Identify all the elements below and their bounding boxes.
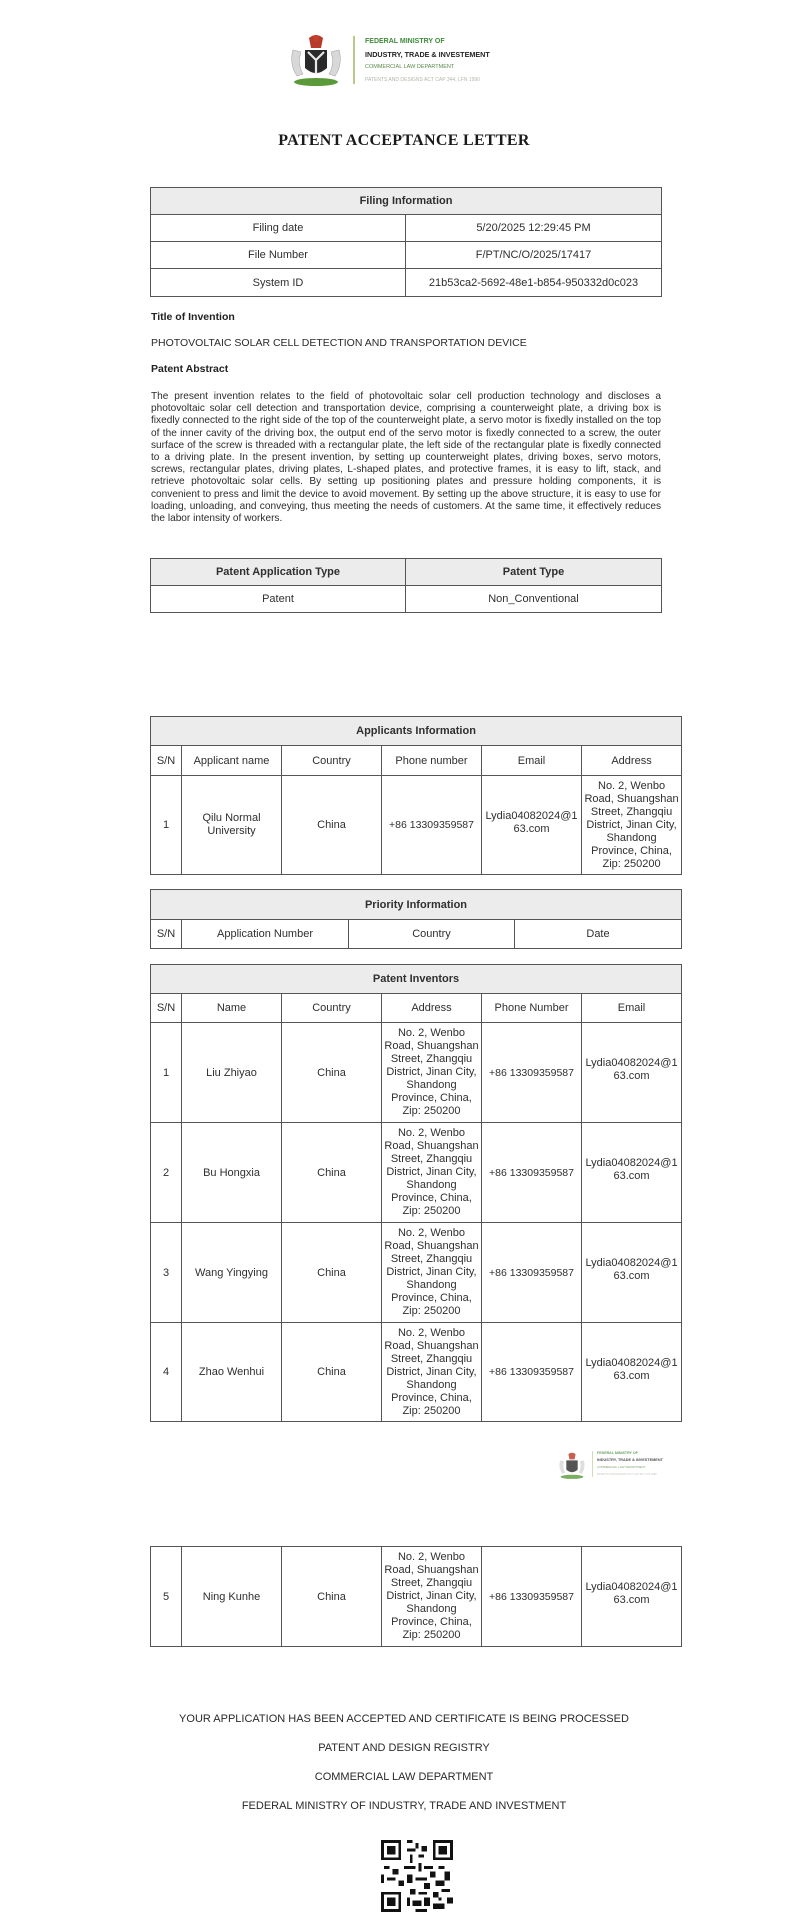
filing-value: F/PT/NC/O/2025/17417 (406, 242, 662, 269)
col-header-address: Address (382, 994, 482, 1023)
col-header-sn: S/N (151, 994, 182, 1023)
filing-label: File Number (151, 242, 406, 269)
priority-caption: Priority Information (151, 890, 682, 920)
col-header-application-number: Application Number (182, 920, 349, 949)
inventor-name: Ning Kunhe (182, 1547, 282, 1647)
inventor-phone: +86 13309359587 (482, 1323, 582, 1422)
inventor-address: No. 2, Wenbo Road, Shuangshan Street, Zhangqiu District, Jinan City, Shandong Province, China, Zip: 250200 (382, 1323, 482, 1422)
filing-row (151, 242, 662, 269)
inventor-phone: +86 13309359587 (482, 1123, 582, 1223)
inventor-sn: 4 (151, 1323, 182, 1422)
patent-type-value: Non_Conventional (406, 586, 662, 613)
inventors-table-continued (150, 1546, 682, 1647)
col-header-country: Country (282, 746, 382, 776)
patent-type-header: Patent Type (406, 559, 662, 586)
qr-code-icon[interactable] (381, 1840, 453, 1912)
inventor-row (151, 1547, 682, 1647)
filing-value: 5/20/2025 12:29:45 PM (406, 215, 662, 242)
logo-line-3: COMMERCIAL LAW DEPARTMENT (365, 64, 455, 70)
applicant-phone: +86 13309359587 (382, 776, 482, 875)
inventor-country: China (282, 1323, 382, 1422)
inventor-address: No. 2, Wenbo Road, Shuangshan Street, Zhangqiu District, Jinan City, Shandong Province, China, Zip: 250200 (382, 1123, 482, 1223)
small-logo-line-4: PATENTS AND DESIGNS ACT CAP 344, LFN 1990 (597, 1473, 657, 1476)
small-logo-line-1: FEDERAL MINISTRY OF (597, 1451, 638, 1455)
col-header-applicant-name: Applicant name (182, 746, 282, 776)
abstract-text: The present invention relates to the field of photovoltaic solar cell production technology and discloses a photovoltaic solar cell detection and transportation device, comprising a counterweight plate, a driving box is fixedly connected to the right side of the top of the counterweight plate, a servo motor is fixedly installed on the top of the inner cavity of the driving box, the output end of the servo motor is fixedly connected to a screw, the outer surface of the screw is threaded with a rectangular plate, the left side of the rectangular plate is fixedly connected to a driving plate. In the present invention, by setting up counterweight plates, driving boxes, servo motors, screws, rectangular plates, driving plates, L-shaped plates, and protective frames, it is easy to lift, stack, and retrieve photovoltaic solar cells. By setting up positioning plates and pressure holding components, it is convenient to press and limit the device to avoid movement. By setting up the above structure, it is easy to use for loading, unloading, and conveying, thus meeting the needs of customers. At the same time, it effectively reduces the labor intensity of workers. (151, 391, 661, 525)
applicant-address: No. 2, Wenbo Road, Shuangshan Street, Zhangqiu District, Jinan City, Shandong Province, China, Zip: 250200 (582, 776, 682, 875)
col-header-sn: S/N (151, 920, 182, 949)
inventor-name: Bu Hongxia (182, 1123, 282, 1223)
applicant-email: Lydia04082024@163.com (482, 776, 582, 875)
logo-divider (353, 36, 355, 84)
filing-info-table (150, 187, 662, 297)
applicants-caption: Applicants Information (151, 717, 682, 746)
inventor-row (151, 1223, 682, 1323)
inventor-row (151, 1023, 682, 1123)
inventor-country: China (282, 1547, 382, 1647)
patent-app-type-header: Patent Application Type (151, 559, 406, 586)
coat-of-arms-icon (285, 30, 347, 88)
priority-table (150, 889, 682, 949)
filing-value: 21b53ca2-5692-48e1-b854-950332d0c023 (406, 269, 662, 297)
inventor-email: Lydia04082024@163.com (582, 1023, 682, 1123)
inventor-phone: +86 13309359587 (482, 1023, 582, 1123)
invention-title-value: PHOTOVOLTAIC SOLAR CELL DETECTION AND TRANSPORTATION DEVICE (151, 337, 527, 349)
logo-line-2: INDUSTRY, TRADE & INVESTEMENT (365, 50, 490, 59)
inventors-caption: Patent Inventors (151, 965, 682, 994)
invention-title-label: Title of Invention (151, 311, 235, 323)
ministry-logo (285, 30, 530, 90)
col-header-sn: S/N (151, 746, 182, 776)
logo-line-1: FEDERAL MINISTRY OF (365, 38, 445, 45)
filing-label: Filing date (151, 215, 406, 242)
inventor-address: No. 2, Wenbo Road, Shuangshan Street, Zhangqiu District, Jinan City, Shandong Province, China, Zip: 250200 (382, 1223, 482, 1323)
registry-name: PATENT AND DESIGN REGISTRY (318, 1742, 490, 1754)
inventor-name: Liu Zhiyao (182, 1023, 282, 1123)
col-header-email: Email (582, 994, 682, 1023)
applicants-table (150, 716, 682, 875)
logo-line-4: PATENTS AND DESIGNS ACT CAP 344, LFN 1990 (365, 77, 480, 83)
inventor-country: China (282, 1223, 382, 1323)
col-header-country: Country (349, 920, 515, 949)
inventor-name: Wang Yingying (182, 1223, 282, 1323)
col-header-date: Date (515, 920, 682, 949)
coat-of-arms-icon (556, 1449, 588, 1481)
applicant-name: Qilu Normal University (182, 776, 282, 875)
applicant-sn: 1 (151, 776, 182, 875)
abstract-label: Patent Abstract (151, 363, 229, 375)
applicant-row (151, 776, 682, 875)
col-header-address: Address (582, 746, 682, 776)
filing-info-caption: Filing Information (151, 188, 662, 215)
col-header-name: Name (182, 994, 282, 1023)
inventor-country: China (282, 1023, 382, 1123)
inventor-phone: +86 13309359587 (482, 1223, 582, 1323)
filing-row (151, 269, 662, 297)
inventor-country: China (282, 1123, 382, 1223)
inventor-email: Lydia04082024@163.com (582, 1123, 682, 1223)
small-logo-line-2: INDUSTRY, TRADE & INVESTEMENT (597, 1458, 663, 1462)
document-title: PATENT ACCEPTANCE LETTER (278, 132, 530, 149)
applicant-country: China (282, 776, 382, 875)
inventor-row (151, 1323, 682, 1422)
inventors-table (150, 964, 682, 1422)
small-logo-line-3: COMMERCIAL LAW DEPARTMENT (597, 1465, 646, 1469)
filing-row (151, 215, 662, 242)
ministry-name: FEDERAL MINISTRY OF INDUSTRY, TRADE AND INVESTMENT (241, 1800, 567, 1812)
inventor-email: Lydia04082024@163.com (582, 1547, 682, 1647)
inventor-sn: 2 (151, 1123, 182, 1223)
inventor-sn: 1 (151, 1023, 182, 1123)
inventor-row (151, 1123, 682, 1223)
inventor-sn: 5 (151, 1547, 182, 1647)
inventor-email: Lydia04082024@163.com (582, 1323, 682, 1422)
col-header-phone: Phone Number (482, 994, 582, 1023)
patent-app-type-value: Patent (151, 586, 406, 613)
ministry-logo-small (556, 1447, 686, 1483)
filing-label: System ID (151, 269, 406, 297)
inventor-sn: 3 (151, 1223, 182, 1323)
col-header-phone: Phone number (382, 746, 482, 776)
col-header-email: Email (482, 746, 582, 776)
inventor-name: Zhao Wenhui (182, 1323, 282, 1422)
inventor-email: Lydia04082024@163.com (582, 1223, 682, 1323)
acceptance-statement: YOUR APPLICATION HAS BEEN ACCEPTED AND CERTIFICATE IS BEING PROCESSED (179, 1713, 629, 1725)
patent-type-table (150, 558, 662, 613)
department-name: COMMERCIAL LAW DEPARTMENT (314, 1771, 494, 1783)
inventor-address: No. 2, Wenbo Road, Shuangshan Street, Zhangqiu District, Jinan City, Shandong Province, China, Zip: 250200 (382, 1023, 482, 1123)
inventor-address: No. 2, Wenbo Road, Shuangshan Street, Zhangqiu District, Jinan City, Shandong Province, China, Zip: 250200 (382, 1547, 482, 1647)
inventor-phone: +86 13309359587 (482, 1547, 582, 1647)
col-header-country: Country (282, 994, 382, 1023)
